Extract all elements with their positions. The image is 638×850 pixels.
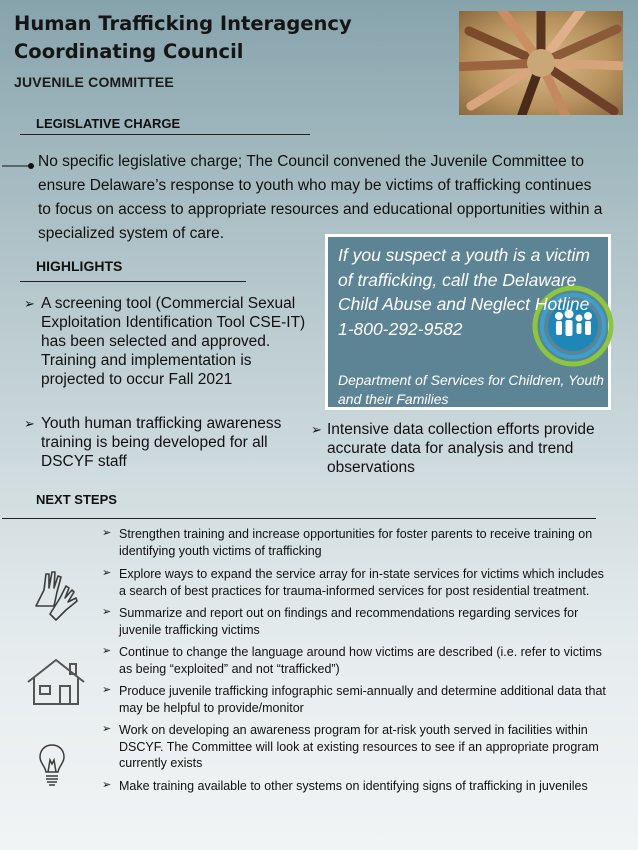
lightbulb-icon xyxy=(38,742,66,792)
next-steps-list xyxy=(102,526,612,794)
arrow-bullet-icon: ➢ xyxy=(102,567,112,579)
section-divider xyxy=(20,281,246,282)
list-item: ➢ Continue to change the language around how victims are described (i.e. refer to victims as being “exploited” and not “trafficked”) xyxy=(102,645,602,676)
legislative-charge-text: No specific legislative charge; The Council convened the Juvenile Committee to ensure Delaware’s response to youth who may be victims of trafficking continues to focus on access to appropriate resources and educational opportunities within a specialized system of care. xyxy=(38,153,603,242)
hotline-message: If you suspect a youth is a victim of trafficking, call the Delaware Child Abuse and Neglect Hotline 1-800-292-9582 xyxy=(338,245,590,339)
highlights-heading: HIGHLIGHTS xyxy=(36,258,123,274)
section-divider xyxy=(2,518,596,519)
list-item: ➢ Summarize and report out on findings and recommendations regarding services for juvenile trafficking victims xyxy=(102,606,579,637)
hands-icon xyxy=(30,566,80,628)
list-item: ➢ Strengthen training and increase opportunities for foster parents to receive training on identifying youth victims of trafficking xyxy=(102,527,593,558)
list-item: ➢ Work on developing an awareness program for at-risk youth served in facilities within DSCYF. The Committee will look at existing resources to see if an appropriate program currently exists xyxy=(102,723,599,770)
arrow-bullet-icon: ➢ xyxy=(102,723,112,735)
highlight-text: A screening tool (Commercial Sexual Exploitation Identification Tool CSE-IT) has been selected and approved. Training and implementation is projected to occur Fall 2021 xyxy=(41,295,306,388)
arrow-bullet-icon: ➢ xyxy=(311,422,322,437)
highlight-item xyxy=(311,420,611,477)
hands-circle-photo xyxy=(459,11,623,115)
page-title: Human Trafficking Interagency Coordinating Council xyxy=(14,12,352,63)
arrow-bullet-icon: ➢ xyxy=(102,778,112,791)
next-steps-heading: NEXT STEPS xyxy=(36,492,117,507)
arrow-bullet-icon: ➢ xyxy=(102,645,112,657)
bullet-dot-icon xyxy=(2,156,34,166)
arrow-bullet-icon: ➢ xyxy=(102,684,112,696)
department-name: Department of Services for Children, Youth and their Families xyxy=(338,372,604,407)
list-item: ➢ Produce juvenile trafficking infographic semi-annually and determine additional data that may be helpful to provide/monitor xyxy=(102,684,606,715)
hotline-callout xyxy=(325,234,611,410)
legislative-charge-heading: LEGISLATIVE CHARGE xyxy=(36,116,181,131)
arrow-bullet-icon: ➢ xyxy=(102,527,112,539)
highlight-text: Youth human trafficking awareness training is being developed for all DSCYF staff xyxy=(41,415,282,470)
list-item: ➢ Explore ways to expand the service array for in-state services for victims which includes a search of best practices for trauma-informed services for post residential treatment. xyxy=(102,567,604,598)
arrow-bullet-icon: ➢ xyxy=(102,606,112,618)
section-divider xyxy=(20,134,310,135)
page-subtitle: JUVENILE COMMITTEE xyxy=(14,74,174,90)
arrow-bullet-icon: ➢ xyxy=(24,416,35,431)
highlight-text: Intensive data collection efforts provide accurate data for analysis and trend observations xyxy=(327,421,595,476)
arrow-bullet-icon: ➢ xyxy=(24,296,35,311)
highlight-item xyxy=(24,294,309,389)
list-item: ➢ Make training available to other systems on identifying signs of trafficking in juveniles xyxy=(102,778,588,793)
house-icon xyxy=(26,656,86,712)
highlight-item xyxy=(24,414,309,471)
